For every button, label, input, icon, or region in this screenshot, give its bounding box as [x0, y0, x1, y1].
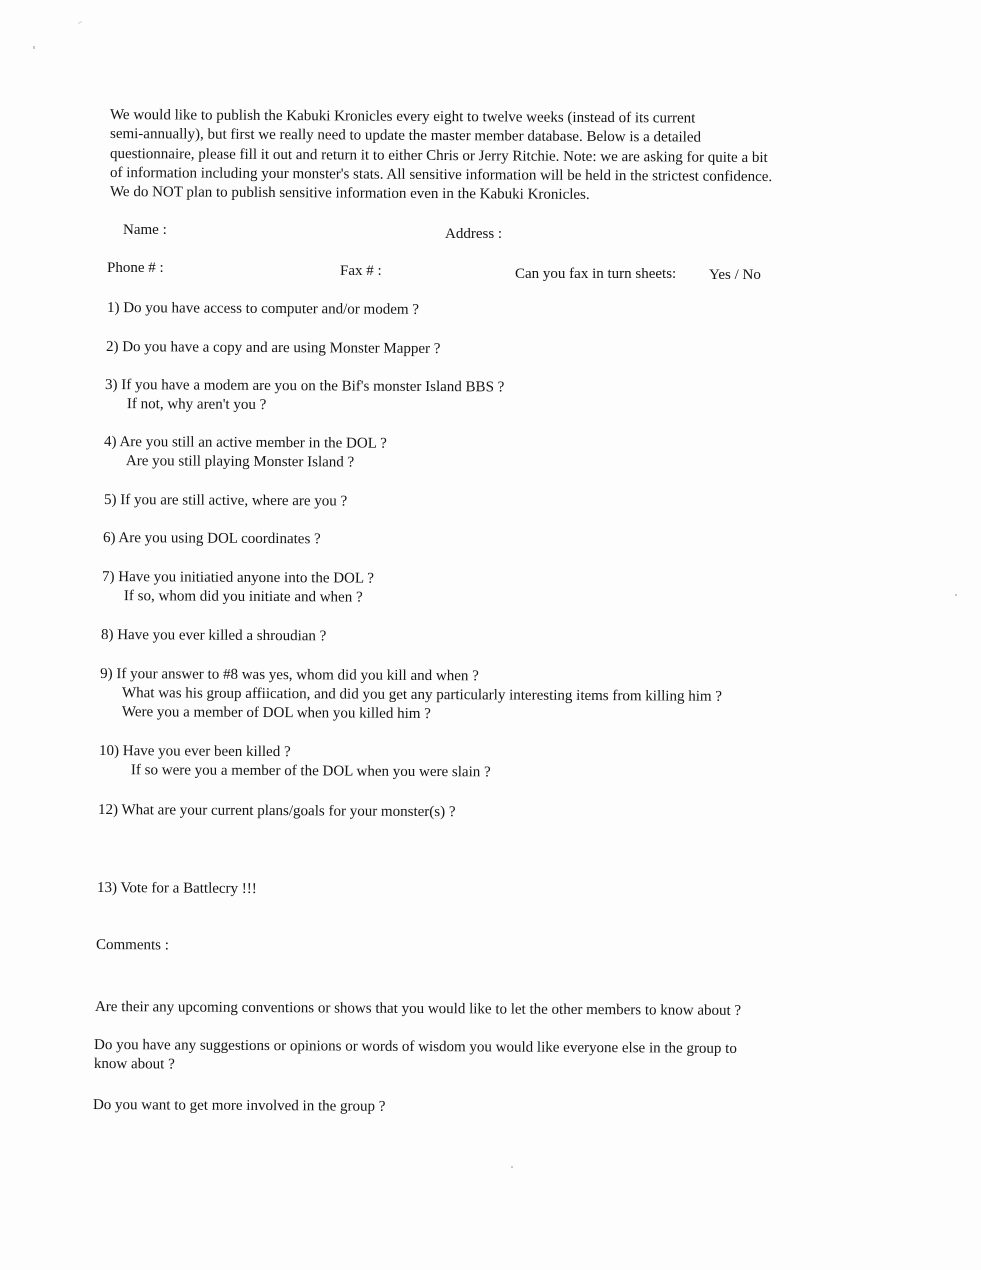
- scan-speck: [955, 594, 957, 596]
- question-text: 3) If you have a modem are you on the Bif's monster Island BBS ?: [105, 377, 505, 396]
- involvement-question: [93, 1096, 386, 1117]
- question-text: 8) Have you ever killed a shroudian ?: [100, 627, 327, 645]
- question-subtext: Were you a member of DOL when you killed him ?: [121, 704, 431, 723]
- intro-line: We would like to publish the Kabuki Kronicles every eight to twelve weeks (instead of its current: [109, 107, 696, 127]
- question-text: 10) Have you ever been killed ?: [99, 743, 291, 761]
- question-text: 6) Are you using DOL coordinates ?: [102, 530, 321, 548]
- intro-line: of information including your monster's stats. All sensitive information will be held in the strictest confidence.: [109, 164, 773, 185]
- question-text: 9) If your answer to #8 was yes, whom did you kill and when ?: [100, 666, 479, 685]
- question-text: 7) Have you initiatied anyone into the DOL ?: [102, 569, 374, 587]
- intro-line: questionnaire, please fill it out and return it to either Chris or Jerry Ritchie. Note: we are asking for quite a bit: [109, 145, 768, 166]
- question-text: 12) What are your current plans/goals for your monster(s) ?: [97, 802, 456, 821]
- question-7: [102, 568, 374, 608]
- question-13: [97, 879, 257, 899]
- intro-line: semi-annually), but first we really need to update the master member database. Below is a detailed: [109, 126, 702, 146]
- question-text-continued: know about ?: [93, 1056, 175, 1073]
- question-text: 5) If you are still active, where are you ?: [103, 492, 348, 510]
- phone-label: Phone # :: [107, 260, 164, 276]
- question-6: [103, 529, 321, 549]
- intro-line: We do NOT plan to publish sensitive information even in the Kabuki Kronicles.: [109, 184, 590, 204]
- question-text: Do you want to get more involved in the group ?: [92, 1097, 386, 1115]
- comments-section: [96, 936, 169, 955]
- question-subtext: If not, why aren't you ?: [126, 396, 267, 413]
- question-3: [105, 376, 505, 416]
- scan-speck: [78, 21, 82, 24]
- fax-turn-sheets-options: Yes / No: [709, 267, 761, 283]
- suggestions-question: [94, 1036, 737, 1078]
- scan-speck: [33, 46, 35, 49]
- question-2: [106, 338, 441, 359]
- question-1: [107, 299, 419, 320]
- fax-label: Fax # :: [340, 263, 382, 279]
- fax-turn-sheets-label: Can you fax in turn sheets:: [515, 266, 677, 282]
- question-12: [98, 801, 456, 822]
- scan-speck: [511, 1166, 513, 1168]
- question-8: [101, 626, 326, 646]
- question-text: 13) Vote for a Battlecry !!!: [96, 880, 257, 897]
- intro-paragraph: [110, 106, 870, 202]
- question-4: [104, 433, 387, 473]
- question-text: Do you have any suggestions or opinions or words of wisdom you would like everyone else in the group to: [94, 1037, 737, 1057]
- question-subtext: What was his group affiication, and did you get any particularly interesting items from killing him ?: [121, 685, 723, 705]
- question-subtext: If so were you a member of the DOL when you were slain ?: [130, 762, 491, 781]
- name-label: Name :: [123, 222, 167, 238]
- question-5: [104, 491, 347, 511]
- question-9: [100, 665, 722, 726]
- question-text: Are their any upcoming conventions or shows that you would like to let the other members to know about ?: [94, 999, 742, 1019]
- question-subtext: If so, whom did you initiate and when ?: [123, 588, 363, 606]
- comments-label: Comments :: [95, 937, 169, 954]
- question-text: 1) Do you have access to computer and/or modem ?: [106, 300, 420, 318]
- question-subtext: Are you still playing Monster Island ?: [125, 453, 355, 471]
- question-text: 4) Are you still an active member in the DOL ?: [104, 434, 387, 452]
- conventions-question: [95, 998, 741, 1021]
- address-label: Address :: [445, 226, 503, 242]
- question-10: [99, 742, 491, 782]
- question-text: 2) Do you have a copy and are using Monster Mapper ?: [105, 339, 441, 358]
